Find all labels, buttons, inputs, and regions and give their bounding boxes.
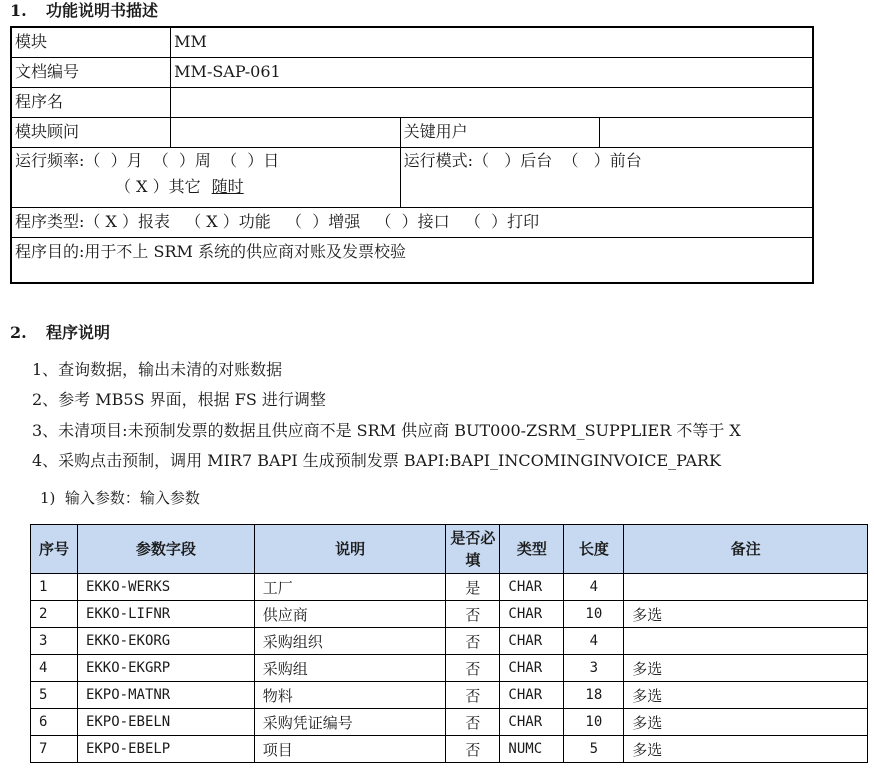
params-header-row (31, 525, 868, 574)
table-row (31, 655, 868, 682)
cell-remark: 多选 (624, 682, 868, 709)
cell-required: 否 (446, 601, 500, 628)
cell-required: 否 (446, 628, 500, 655)
subsection-heading: 1) 输入参数：输入参数 (40, 489, 200, 507)
section2-title: 程序说明 (46, 323, 111, 342)
key-user-value (600, 117, 813, 147)
cell-desc: 工厂 (254, 574, 446, 601)
program-value (171, 87, 813, 117)
cell-desc: 项目 (254, 736, 446, 763)
section2-number: 2. (10, 323, 27, 342)
cell-seq: 4 (31, 655, 78, 682)
table-row (31, 682, 868, 709)
cell-type: CHAR (500, 601, 564, 628)
cell-desc: 采购凭证编号 (254, 709, 446, 736)
program-purpose-line: 程序目的:用于不上 SRM 系统的供应商对账及发票校验 (11, 237, 813, 283)
frequency-line2 (15, 174, 397, 200)
section1-title: 功能说明书描述 (46, 1, 159, 20)
header-seq: 序号 (31, 525, 78, 574)
info-table (10, 26, 814, 284)
cell-field: EKPO-EBELP (77, 736, 254, 763)
description-line-3: 3、未清项目:未预制发票的数据且供应商不是 SRM 供应商 BUT000-ZSRM_SUPPLIER 不等于 X (32, 421, 741, 440)
header-required: 是否必填 (446, 525, 500, 574)
doc-value: MM-SAP-061 (171, 57, 813, 87)
header-length: 长度 (564, 525, 624, 574)
cell-length: 18 (564, 682, 624, 709)
cell-required: 否 (446, 736, 500, 763)
cell-seq: 1 (31, 574, 78, 601)
section1-number: 1. (10, 1, 27, 20)
params-table (30, 524, 868, 763)
cell-required: 否 (446, 682, 500, 709)
key-user-label: 关键用户 (400, 117, 599, 147)
cell-type: CHAR (500, 574, 564, 601)
cell-type: NUMC (500, 736, 564, 763)
description-line-2: 2、参考 MB5S 界面，根据 FS 进行调整 (32, 390, 326, 409)
frequency-other: （ X ）其它 (115, 176, 201, 196)
header-field: 参数字段 (77, 525, 254, 574)
program-label: 程序名 (11, 87, 171, 117)
consultant-value (171, 117, 400, 147)
cell-field: EKKO-LIFNR (77, 601, 254, 628)
module-label: 模块 (11, 27, 171, 57)
cell-required: 否 (446, 709, 500, 736)
cell-remark: 多选 (624, 709, 868, 736)
cell-remark (624, 628, 868, 655)
table-row (31, 628, 868, 655)
cell-seq: 5 (31, 682, 78, 709)
cell-type: CHAR (500, 682, 564, 709)
table-row (31, 601, 868, 628)
run-mode-line: 运行模式:（ ）后台 （ ）前台 (403, 150, 642, 170)
cell-length: 5 (564, 736, 624, 763)
cell-required: 是 (446, 574, 500, 601)
cell-remark (624, 574, 868, 601)
header-desc: 说明 (254, 525, 446, 574)
header-type: 类型 (500, 525, 564, 574)
cell-field: EKKO-WERKS (77, 574, 254, 601)
cell-remark: 多选 (624, 601, 868, 628)
program-type-line: 程序类型:（ X ）报表 （ X ）功能 （ ）增强 （ ）接口 （ ）打印 (11, 207, 813, 237)
cell-desc: 物料 (254, 682, 446, 709)
cell-type: CHAR (500, 628, 564, 655)
section1-heading (10, 0, 158, 22)
cell-length: 4 (564, 574, 624, 601)
frequency-cell (11, 147, 400, 207)
cell-length: 10 (564, 709, 624, 736)
cell-length: 4 (564, 628, 624, 655)
module-value: MM (171, 27, 813, 57)
cell-remark: 多选 (624, 736, 868, 763)
cell-seq: 7 (31, 736, 78, 763)
table-row (31, 709, 868, 736)
description-line-1: 1、查询数据，输出未清的对账数据 (32, 360, 283, 379)
cell-field: EKPO-EBELN (77, 709, 254, 736)
consultant-label: 模块顾问 (11, 117, 171, 147)
cell-remark: 多选 (624, 655, 868, 682)
description-line-4: 4、采购点击预制，调用 MIR7 BAPI 生成预制发票 BAPI:BAPI_INCOMINGINVOICE_PARK (32, 451, 722, 470)
cell-seq: 2 (31, 601, 78, 628)
cell-desc: 采购组 (254, 655, 446, 682)
cell-length: 3 (564, 655, 624, 682)
run-mode-cell (400, 147, 813, 207)
cell-desc: 供应商 (254, 601, 446, 628)
cell-field: EKKO-EKGRP (77, 655, 254, 682)
cell-required: 否 (446, 655, 500, 682)
cell-length: 10 (564, 601, 624, 628)
frequency-line1: 运行频率:（ ）月 （ ）周 （ ）日 (15, 150, 280, 170)
cell-seq: 3 (31, 628, 78, 655)
cell-type: CHAR (500, 655, 564, 682)
frequency-other-value: 随时 (211, 176, 244, 196)
header-remark: 备注 (624, 525, 868, 574)
section2-heading (10, 322, 110, 344)
table-row (31, 574, 868, 601)
cell-type: CHAR (500, 709, 564, 736)
cell-field: EKKO-EKORG (77, 628, 254, 655)
cell-seq: 6 (31, 709, 78, 736)
cell-field: EKPO-MATNR (77, 682, 254, 709)
cell-desc: 采购组织 (254, 628, 446, 655)
doc-label: 文档编号 (11, 57, 171, 87)
table-row (31, 736, 868, 763)
